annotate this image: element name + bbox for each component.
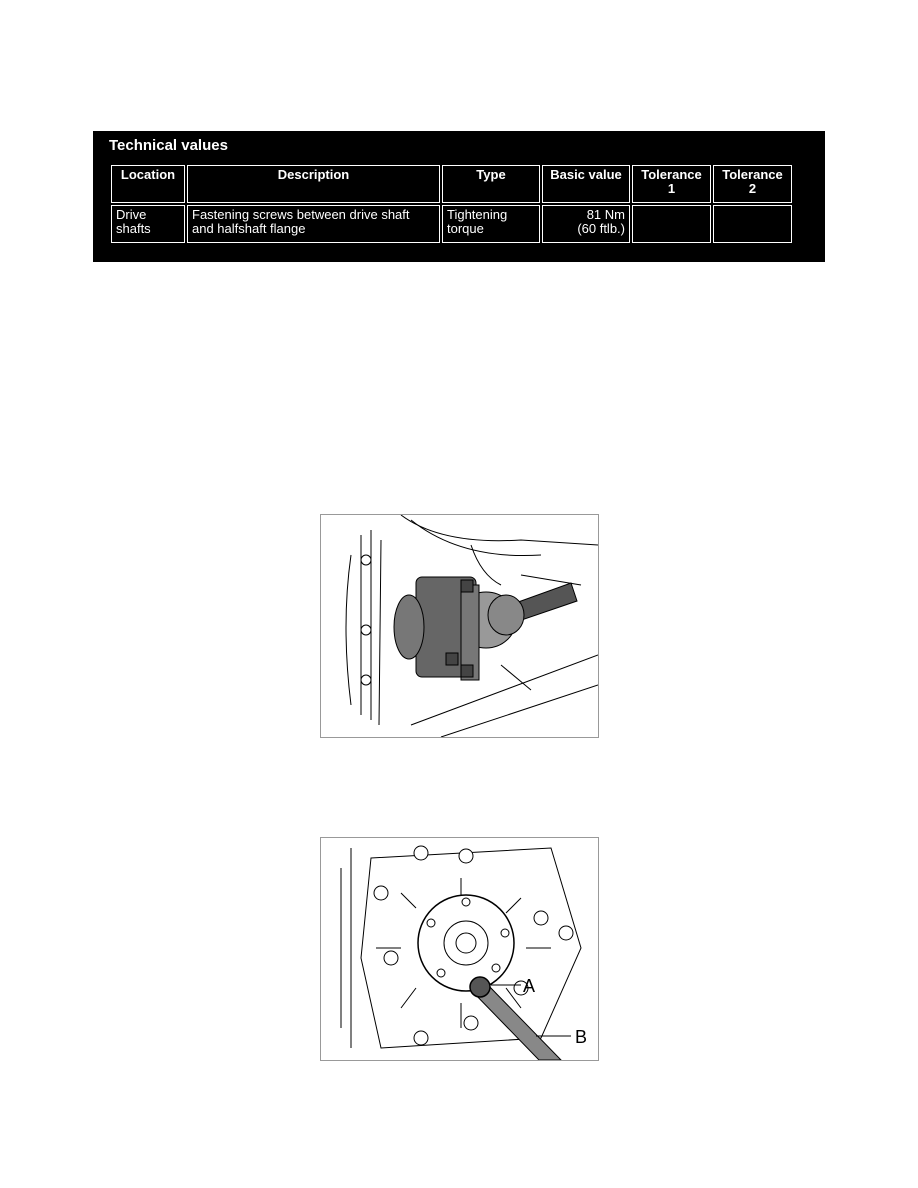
- cell-description: Fastening screws between drive shaft and halfshaft flange: [187, 205, 440, 243]
- table-row: [111, 205, 792, 243]
- header-type: Type: [442, 165, 540, 203]
- header-description: Description: [187, 165, 440, 203]
- cell-location: Drive shafts: [111, 205, 185, 243]
- cell-tolerance-2: [713, 205, 792, 243]
- halfshaft-flange-illustration: [320, 837, 599, 1061]
- technical-values-table: [109, 163, 792, 245]
- cell-basic-value: 81 Nm (60 ftlb.): [542, 205, 630, 243]
- cell-type: Tightening torque: [442, 205, 540, 243]
- table-header-row: [111, 165, 792, 203]
- header-basic-value: Basic value: [542, 165, 630, 203]
- header-tolerance-2: Tolerance 2: [713, 165, 792, 203]
- callout-a-label: A: [523, 976, 536, 996]
- technical-values-title: Technical values: [109, 137, 228, 154]
- header-tolerance-1: Tolerance 1: [632, 165, 711, 203]
- callout-b-label: B: [575, 1027, 588, 1047]
- header-location: Location: [111, 165, 185, 203]
- cell-tolerance-1: [632, 205, 711, 243]
- technical-values-panel: [93, 131, 825, 262]
- drive-shaft-illustration: [320, 514, 599, 738]
